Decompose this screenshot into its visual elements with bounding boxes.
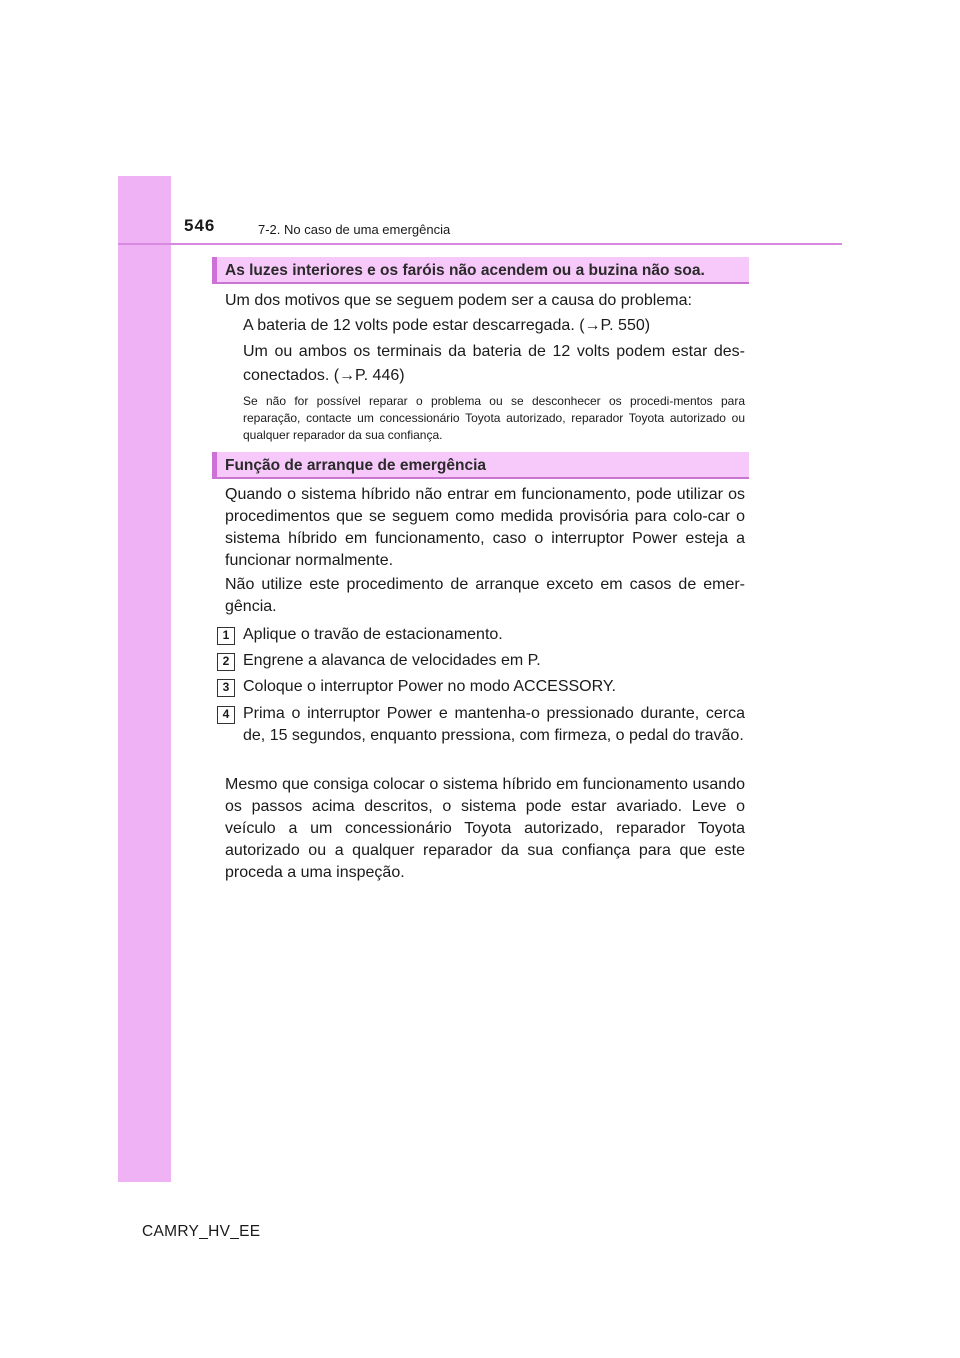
paragraph: Não utilize este procedimento de arranque exceto em casos de emer-gência.	[225, 576, 745, 615]
step-number-badge: 4	[217, 706, 235, 724]
section-heading-text: Função de arranque de emergência	[225, 457, 487, 474]
step-text: Coloque o interruptor Power no modo ACCESSORY.	[243, 678, 616, 695]
paragraph: Quando o sistema híbrido não entrar em funcionamento, pode utilizar os procedimentos que se seguem como medida provisória para colo-car o sistema híbrido em funcionamento, caso o interruptor Power esteja a funcionar normalmente.	[225, 486, 745, 569]
section-heading-text: As luzes interiores e os faróis não acendem ou a buzina não soa.	[225, 262, 705, 279]
closing-paragraph: Mesmo que consiga colocar o sistema híbrido em funcionamento usando os passos acima descritos, o sistema pode estar avariado. Leve o veículo a um concessionário Toyota autorizado, reparador Toyota autorizado ou a qualquer reparador da sua confiança para que este proceda a uma inspeção.	[225, 776, 745, 881]
document-code: CAMRY_HV_EE	[142, 1223, 261, 1240]
header-divider	[118, 243, 842, 245]
step-number-badge: 1	[217, 627, 235, 645]
cause-item: Um ou ambos os terminais da bateria de 12 volts podem estar des-conectados. (→P. 446)	[243, 343, 745, 384]
step-number-badge: 2	[217, 653, 235, 671]
step-text: Engrene a alavanca de velocidades em P.	[243, 652, 541, 669]
page-number: 546	[184, 216, 216, 235]
step-text: Prima o interruptor Power e mantenha-o pressionado durante, cerca de, 15 segundos, enquanto pressiona, com firmeza, o pedal do travão.	[243, 705, 745, 744]
note-text: Se não for possível reparar o problema ou se desconhecer os procedi-mentos para reparação, contacte um concessionário Toyota autorizado, reparador Toyota autorizado ou qualquer reparador da sua confiança.	[243, 394, 745, 442]
cause-item: A bateria de 12 volts pode estar descarregada. (→P. 550)	[243, 317, 651, 334]
step-text: Aplique o travão de estacionamento.	[243, 626, 503, 643]
section-heading-emergency-start	[212, 452, 749, 479]
section-title: 7-2. No caso de uma emergência	[258, 222, 451, 237]
section-heading-lights	[212, 257, 749, 284]
section-intro: Um dos motivos que se seguem podem ser a causa do problema:	[225, 292, 692, 309]
step-number-badge: 3	[217, 679, 235, 697]
chapter-sidebar-tab	[118, 176, 171, 1182]
